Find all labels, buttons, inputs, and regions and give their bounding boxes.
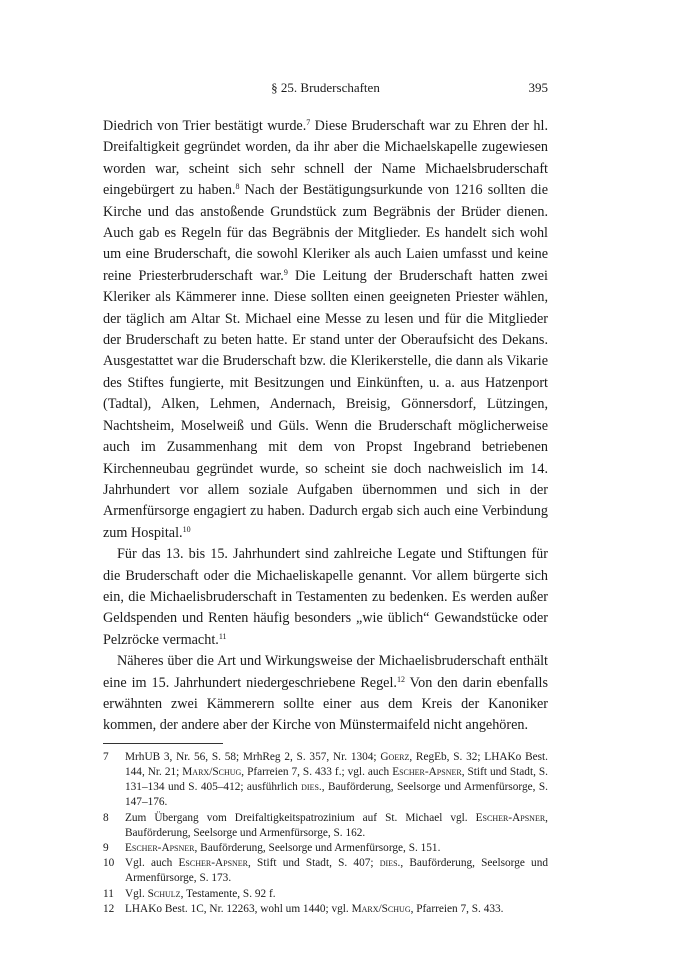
footnote-10 xyxy=(103,856,548,886)
text-run: Diedrich von Trier bestätigt wurde. xyxy=(103,118,307,134)
paragraph-2 xyxy=(103,544,548,651)
footnote-ref-7[interactable]: 7 xyxy=(306,118,311,127)
footnote-ref-9[interactable]: 9 xyxy=(283,267,288,277)
footnote-ref-11[interactable]: 11 xyxy=(218,631,227,641)
body-text xyxy=(103,116,548,737)
footnote-text: Vgl. Schulz, Testamente, S. 92 f. xyxy=(125,887,276,900)
text-run: Diese Bruderschaft war zu Ehren der hl. Dreifaltigkeit gegründet worden, da ihr aber die Michaelskapelle zugewiesen worden war, scheint sich sehr schnell der Name Michaelsbruderschaft eingebürgert zu haben. xyxy=(103,118,548,199)
footnote-number: 9 xyxy=(103,842,109,854)
footnote-ref-12[interactable]: 12 xyxy=(396,674,405,684)
footnote-ref-10[interactable]: 10 xyxy=(182,524,191,534)
text-run: Näheres über die Art und Wirkungsweise der Michaelisbruderschaft enthält eine im 15. Jahrhundert niedergeschriebene Regel. xyxy=(103,653,548,691)
footnote-12 xyxy=(103,902,548,917)
footnote-9 xyxy=(103,841,548,856)
text-run: Die Leitung der Bruderschaft hatten zwei Kleriker als Kämmerer inne. Diese sollten einen geeigneten Priester wählen, der täglich am Altar St. Michael eine Messe zu lesen und für die Mitglieder der Bruderschaft zu beten hatte. Er stand unter der Oberaufsicht des Dekans. Ausgestattet war die Bruderschaft bzw. die Klerikerstelle, die dann als Vikarie des Stiftes fungierte, mit Besitzungen und Einkünften, u. a. aus Hatzenport (Tadtal), Alken, Lehmen, Andernach, Breisig, Gönnersdorf, Lützingen, Nachtsheim, Moselweiß und Güls. Wenn die Bruderschaft möglicherweise auch im Zusammenhang mit dem von Propst Ingebrand betriebenen Kirchenneubau gegründet wurde, so scheint sie doch nachweislich im 14. Jahrhundert vor allem soziale Aufgaben übernommen und sich in der Armenfürsorge engagiert zu haben. Dadurch ergab sich auch eine Verbindung zum Hospital. xyxy=(103,267,548,541)
text-run: Von den darin ebenfalls erwähnten zwei Kämmerern sollte einer aus dem Kreis der Kanoniker kommen, der andere aber der Kirche von Münstermaifeld nicht angehören. xyxy=(103,674,548,734)
footnotes xyxy=(103,750,548,917)
page-number: 395 xyxy=(528,80,548,95)
footnote-text: Zum Übergang vom Dreifaltigkeitspatrozinium auf St. Michael vgl. Escher-Apsner, Bauförderung, Seelsorge und Armenfürsorge, S. 162. xyxy=(125,811,548,839)
footnote-number: 7 xyxy=(103,750,109,763)
footnote-8 xyxy=(103,811,548,841)
book-page xyxy=(103,80,548,917)
footnote-text: LHAKo Best. 1C, Nr. 12263, wohl um 1440; vgl. Marx/Schug, Pfarreien 7, S. 433. xyxy=(125,902,504,915)
footnote-7 xyxy=(103,750,548,811)
footnote-number: 8 xyxy=(103,811,109,824)
paragraph-1 xyxy=(103,116,548,544)
footnote-text: Escher-Apsner, Bauförderung, Seelsorge und Armenfürsorge, S. 151. xyxy=(125,842,441,854)
running-title: § 25. Bruderschaften xyxy=(271,80,380,95)
footnote-text: MrhUB 3, Nr. 56, S. 58; MrhReg 2, S. 357, Nr. 1304; Goerz, RegEb, S. 32; LHAKo Best. 144, Nr. 21; Marx/Schug, Pfarreien 7, S. 433 f.; vgl. auch Escher-Apsner, Stift und Stadt, S. 131–134 und S. 405–412; ausführlich dies., Bauförderung, Seelsorge und Armenfürsorge, S. 147–176. xyxy=(125,750,548,809)
footnote-11 xyxy=(103,887,548,902)
running-header xyxy=(103,80,548,102)
text-run: Für das 13. bis 15. Jahrhundert sind zahlreiche Legate und Stiftungen für die Bruderschaft oder die Michaeliskapelle genannt. Vor allem bürgerte sich ein, die Michaelisbruderschaft in Testamenten zu bedenken. Es werden außer Geldspenden und Renten häufig besonders „wie üblich“ Gewandstücke oder Pelzröcke vermacht. xyxy=(103,546,548,648)
footnote-ref-8[interactable]: 8 xyxy=(235,182,240,192)
text-run: Nach der Bestätigungsurkunde von 1216 sollten die Kirche und das anstoßende Grundstück zum Begräbnis der Brüder dienen. Auch gab es Regeln für das Begräbnis der Mitglieder. Es handelt sich wohl um eine Bruderschaft, die sowohl Kleriker als auch Laien umfasst und keine reine Priesterbruderschaft war. xyxy=(103,182,548,284)
footnote-number: 10 xyxy=(103,857,115,870)
footnote-text: Vgl. auch Escher-Apsner, Stift und Stadt, S. 407; dies., Bauförderung, Seelsorge und Armenfürsorge, S. 173. xyxy=(125,857,549,885)
paragraph-3 xyxy=(103,651,548,737)
footnote-number: 11 xyxy=(103,887,114,900)
footnote-number: 12 xyxy=(103,902,115,915)
footnote-separator xyxy=(103,743,223,744)
